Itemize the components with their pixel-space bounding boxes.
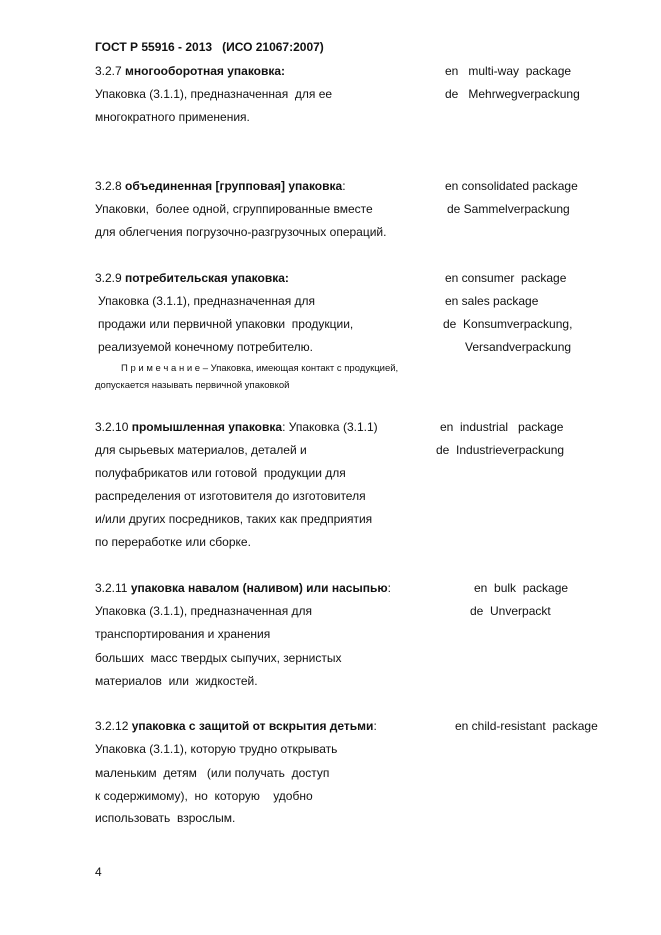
definition-line: Упаковки, более одной, сгруппированные вместе <box>95 202 373 216</box>
term-title: объединенная [групповая] упаковка <box>125 179 343 193</box>
page-header: ГОСТ Р 55916 - 2013 (ИСО 21067:2007) <box>95 40 324 54</box>
term-title: упаковка с защитой от вскрытия детьми <box>131 719 374 733</box>
definition-line: многократного применения. <box>95 110 250 124</box>
note-line: П р и м е ч а н и е – Упаковка, имеющая контакт с продукцией, <box>121 363 399 374</box>
equivalent-term: en bulk package <box>474 581 569 595</box>
equivalent-term: en consolidated package <box>445 179 578 193</box>
definition-line: Упаковка (3.1.1), предназначенная для <box>95 604 313 618</box>
term-number: 3.2.10 <box>95 420 132 434</box>
term-title: многооборотная упаковка: <box>125 64 286 78</box>
definition-line: и/или других посредников, таких как предприятия <box>95 512 373 526</box>
equivalent-term: en industrial package <box>440 420 564 434</box>
term-title: потребительская упаковка: <box>125 271 289 285</box>
term-suffix: : <box>342 179 346 193</box>
definition-line: по переработке или сборке. <box>95 535 251 549</box>
equivalent-term: de Konsumverpackung, <box>443 317 573 331</box>
term-title: промышленная упаковка <box>131 420 283 434</box>
term-number: 3.2.9 <box>95 271 126 285</box>
equivalent-term: de Unverpackt <box>470 604 551 618</box>
definition-line: Упаковка (3.1.1), предназначенная для ее <box>95 87 333 101</box>
definition-line: Упаковка (3.1.1), предназначенная для <box>98 294 316 308</box>
definition-line: использовать взрослым. <box>95 811 236 825</box>
definition-line: для облегчения погрузочно-разгрузочных операций. <box>95 225 387 239</box>
page-number: 4 <box>95 865 102 879</box>
definition-line: транспортирования и хранения <box>95 627 271 641</box>
term-number: 3.2.11 <box>95 581 131 595</box>
term-suffix: : Упаковка (3.1.1) <box>282 420 378 434</box>
equivalent-term: de Sammelverpackung <box>447 202 570 216</box>
term-suffix: : <box>373 719 377 733</box>
term-line-3-2-7 <box>95 64 285 78</box>
equivalent-term: en sales package <box>445 294 539 308</box>
definition-line: распределения от изготовителя до изготовителя <box>95 489 366 503</box>
term-line-3-2-12 <box>95 719 377 733</box>
term-line-3-2-9 <box>95 271 289 285</box>
definition-line: к содержимому), но которую удобно <box>95 789 313 803</box>
term-suffix: : <box>387 581 391 595</box>
note-line: допускается называть первичной упаковкой <box>95 380 290 391</box>
term-title: упаковка навалом (наливом) или насыпью <box>130 581 388 595</box>
term-line-3-2-10 <box>95 420 378 434</box>
equivalent-term: de Mehrwegverpackung <box>445 87 580 101</box>
term-line-3-2-8 <box>95 179 346 193</box>
term-number: 3.2.12 <box>95 719 132 733</box>
definition-line: Упаковка (3.1.1), которую трудно открывать <box>95 742 338 756</box>
definition-line: реализуемой конечному потребителю. <box>98 340 313 354</box>
equivalent-term: de Industrieverpackung <box>436 443 565 457</box>
equivalent-term: en child-resistant package <box>455 719 598 733</box>
definition-line: маленьким детям (или получать доступ <box>95 766 330 780</box>
equivalent-term: en multi-way package <box>445 64 572 78</box>
term-line-3-2-11 <box>95 581 391 595</box>
equivalent-term: Versandverpackung <box>465 340 572 354</box>
definition-line: продажи или первичной упаковки продукции, <box>98 317 354 331</box>
equivalent-term: en consumer package <box>445 271 567 285</box>
term-number: 3.2.8 <box>95 179 126 193</box>
definition-line: полуфабрикатов или готовой продукции для <box>95 466 346 480</box>
definition-line: для сырьевых материалов, деталей и <box>95 443 307 457</box>
definition-line: больших масс твердых сыпучих, зернистых <box>95 651 342 665</box>
definition-line: материалов или жидкостей. <box>95 674 258 688</box>
term-number: 3.2.7 <box>95 64 126 78</box>
